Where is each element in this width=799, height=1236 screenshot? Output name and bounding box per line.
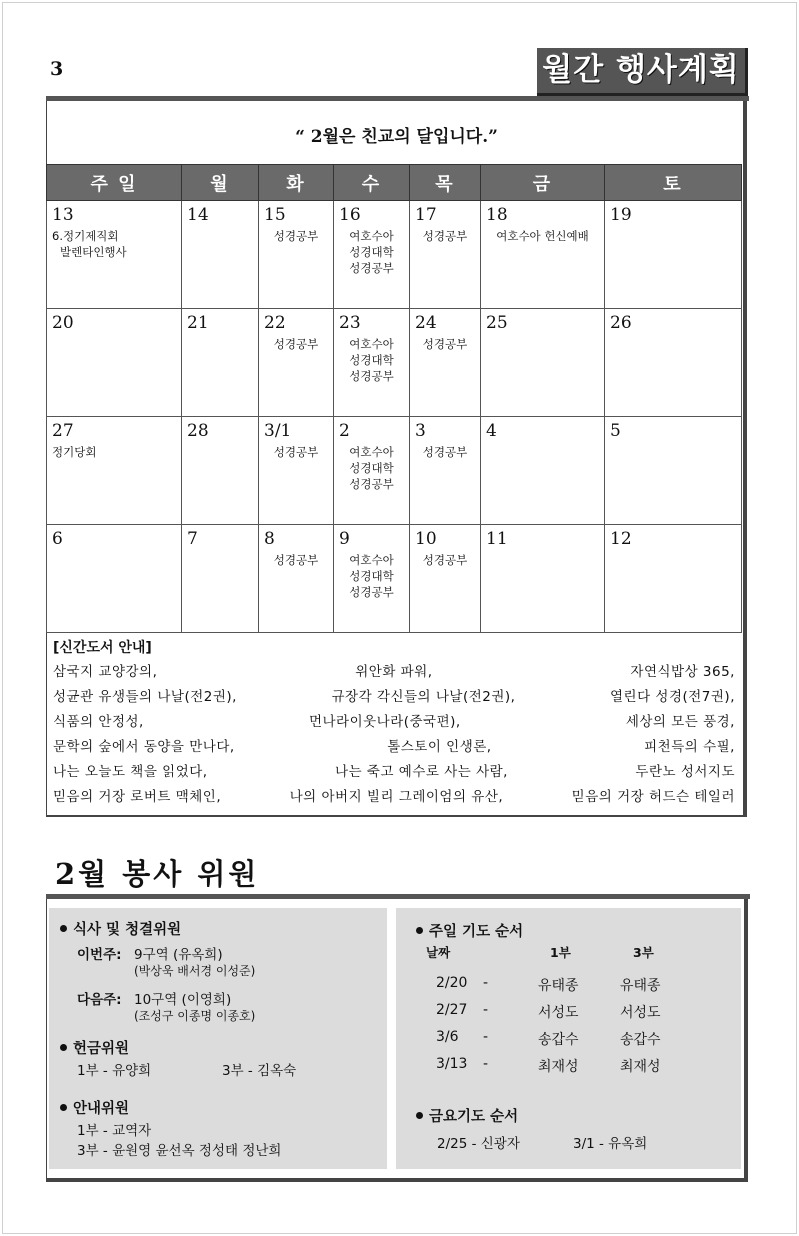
prayer-date: 2/20 bbox=[436, 975, 468, 991]
bullet-icon bbox=[60, 925, 67, 932]
day-number: 26 bbox=[610, 313, 632, 333]
bullet-icon bbox=[60, 1104, 67, 1111]
event-label: 성경공부 bbox=[422, 553, 468, 567]
calendar-day-cell bbox=[182, 525, 259, 633]
prayer-first: 송갑수 bbox=[538, 1032, 579, 1048]
new-books-list bbox=[53, 660, 735, 810]
book-title: 나는 오늘도 책을 읽었다, bbox=[53, 764, 208, 780]
book-title: 피천득의 수필, bbox=[644, 739, 735, 755]
prayer-first: 서성도 bbox=[538, 1005, 579, 1021]
book-title: 세상의 모든 풍경, bbox=[625, 714, 735, 730]
day-number: 10 bbox=[415, 529, 437, 549]
weekday-friday: 금 bbox=[481, 165, 605, 201]
book-row bbox=[53, 785, 735, 810]
event-label: 여호수아 헌신예배 bbox=[496, 229, 589, 243]
book-title: 규장각 각신들의 나날(전2권), bbox=[331, 689, 516, 705]
book-row bbox=[53, 660, 735, 685]
event-label: 성경공부 bbox=[273, 553, 319, 567]
day-events bbox=[339, 552, 404, 600]
calendar-day-cell bbox=[410, 525, 481, 633]
day-number: 23 bbox=[339, 313, 361, 333]
day-events bbox=[415, 552, 475, 568]
day-number: 12 bbox=[610, 529, 632, 549]
event-label: 성경공부 bbox=[273, 229, 319, 243]
usher-third-service: 3부 - 윤원영 윤선옥 정성태 정난희 bbox=[77, 1143, 282, 1159]
prayer-first: 유태종 bbox=[538, 978, 579, 994]
calendar-day-cell bbox=[605, 417, 742, 525]
book-title: 믿음의 거장 로버트 맥체인, bbox=[53, 789, 222, 805]
calendar-day-cell bbox=[259, 201, 334, 309]
book-title: 성균관 유생들의 나날(전2권), bbox=[53, 689, 237, 705]
service-section-title: 2월 봉사 위원 bbox=[55, 857, 260, 891]
calendar-day-cell bbox=[334, 201, 410, 309]
prayer-date: 3/6 bbox=[436, 1029, 459, 1045]
next-week-members: (조성구 이종명 이종호) bbox=[134, 1009, 256, 1023]
day-events bbox=[339, 444, 404, 492]
next-week-label: 다음주: bbox=[77, 992, 122, 1008]
calendar-day-cell bbox=[47, 417, 182, 525]
event-label: 성경대학 bbox=[349, 245, 394, 259]
calendar-day-cell bbox=[259, 525, 334, 633]
calendar-day-cell bbox=[410, 309, 481, 417]
calendar-week bbox=[47, 201, 742, 309]
monthly-calendar bbox=[46, 164, 742, 633]
event-label: 여호수아 bbox=[349, 229, 394, 243]
prayer-dash: - bbox=[483, 1029, 489, 1045]
calendar-day-cell bbox=[605, 201, 742, 309]
offering-first-service: 1부 - 유양희 bbox=[77, 1063, 152, 1079]
event-label: 정기당회 bbox=[52, 445, 97, 459]
book-title: 열린다 성경(전7권), bbox=[610, 689, 735, 705]
calendar-day-cell bbox=[605, 309, 742, 417]
usher-first-service: 1부 - 교역자 bbox=[77, 1123, 152, 1139]
event-label: 성경공부 bbox=[349, 369, 394, 383]
day-number: 28 bbox=[187, 421, 209, 441]
day-events bbox=[264, 444, 328, 460]
sunday-prayer-heading: 주일 기도 순서 bbox=[416, 920, 523, 941]
calendar-week bbox=[47, 417, 742, 525]
day-number: 20 bbox=[52, 313, 74, 333]
book-title: 문학의 숲에서 동양을 만나다, bbox=[53, 739, 235, 755]
book-title: 먼나라이웃나라(중국편), bbox=[308, 714, 461, 730]
day-number: 6 bbox=[52, 529, 63, 549]
day-number: 22 bbox=[264, 313, 286, 333]
usher-committee-heading: 안내위원 bbox=[60, 1097, 129, 1118]
event-label: 성경공부 bbox=[349, 477, 394, 491]
day-number: 27 bbox=[52, 421, 74, 441]
prayer-date: 3/13 bbox=[436, 1056, 468, 1072]
day-number: 4 bbox=[486, 421, 497, 441]
calendar-day-cell bbox=[182, 417, 259, 525]
event-label: 성경공부 bbox=[349, 261, 394, 275]
weekday-tuesday: 화 bbox=[259, 165, 334, 201]
book-title: 위안화 파워, bbox=[355, 664, 433, 680]
offering-committee-heading: 헌금위원 bbox=[60, 1037, 129, 1058]
prayer-col-date: 날짜 bbox=[426, 945, 451, 960]
day-number: 16 bbox=[339, 205, 361, 225]
bullet-icon bbox=[416, 1112, 423, 1119]
day-number: 24 bbox=[415, 313, 437, 333]
calendar-day-cell bbox=[334, 525, 410, 633]
prayer-date: 2/27 bbox=[436, 1002, 468, 1018]
event-label: 성경공부 bbox=[422, 229, 468, 243]
calendar-day-cell bbox=[182, 309, 259, 417]
new-books-title: [신간도서 안내] bbox=[53, 640, 152, 656]
calendar-day-cell bbox=[481, 201, 605, 309]
this-week-label: 이번주: bbox=[77, 947, 122, 963]
event-label: 여호수아 bbox=[349, 553, 394, 567]
monthly-theme: “ 2월은 친교의 달입니다.” bbox=[295, 127, 498, 147]
day-number: 9 bbox=[339, 529, 350, 549]
calendar-day-cell bbox=[47, 201, 182, 309]
day-number: 17 bbox=[415, 205, 437, 225]
event-label: 성경대학 bbox=[349, 353, 394, 367]
day-number: 18 bbox=[486, 205, 508, 225]
day-events bbox=[415, 228, 475, 244]
calendar-day-cell bbox=[259, 309, 334, 417]
book-row bbox=[53, 735, 735, 760]
event-label: 성경대학 bbox=[349, 461, 394, 475]
day-events bbox=[339, 336, 404, 384]
prayer-dash: - bbox=[483, 1002, 489, 1018]
event-label: 여호수아 bbox=[349, 337, 394, 351]
book-title: 믿음의 거장 허드슨 테일러 bbox=[571, 789, 735, 805]
day-events bbox=[264, 552, 328, 568]
day-number: 5 bbox=[610, 421, 621, 441]
book-title: 자연식밥상 365, bbox=[630, 664, 735, 680]
day-number: 3/1 bbox=[264, 421, 292, 441]
bullet-icon bbox=[416, 927, 423, 934]
day-events bbox=[264, 228, 328, 244]
day-number: 3 bbox=[415, 421, 426, 441]
day-events bbox=[415, 336, 475, 352]
day-number: 11 bbox=[486, 529, 508, 549]
prayer-third: 최재성 bbox=[620, 1059, 661, 1075]
friday-prayer-first: 2/25 - 신광자 bbox=[437, 1136, 520, 1152]
book-title: 톨스토이 인생론, bbox=[387, 739, 492, 755]
prayer-col-third: 3부 bbox=[633, 945, 654, 960]
weekday-sunday: 주 일 bbox=[47, 165, 182, 201]
bullet-icon bbox=[60, 1044, 67, 1051]
day-number: 7 bbox=[187, 529, 198, 549]
day-events bbox=[486, 228, 599, 244]
book-title: 삼국지 교양강의, bbox=[53, 664, 158, 680]
calendar-day-cell bbox=[410, 417, 481, 525]
weekday-monday: 월 bbox=[182, 165, 259, 201]
book-row bbox=[53, 710, 735, 735]
book-title: 두란노 성서지도 bbox=[635, 764, 735, 780]
weekday-saturday: 토 bbox=[605, 165, 742, 201]
event-label: 성경공부 bbox=[422, 445, 468, 459]
page-number: 3 bbox=[50, 58, 64, 80]
day-number: 14 bbox=[187, 205, 209, 225]
next-week-group: 10구역 (이영희) bbox=[134, 992, 232, 1008]
calendar-day-cell bbox=[259, 417, 334, 525]
calendar-day-cell bbox=[182, 201, 259, 309]
prayer-third: 서성도 bbox=[620, 1005, 661, 1021]
event-label: 성경공부 bbox=[273, 445, 319, 459]
calendar-day-cell bbox=[47, 309, 182, 417]
this-week-members: (박상욱 배서경 이성준) bbox=[134, 964, 256, 978]
day-number: 21 bbox=[187, 313, 209, 333]
event-label: 성경공부 bbox=[349, 585, 394, 599]
day-number: 15 bbox=[264, 205, 286, 225]
book-title: 식품의 안정성, bbox=[53, 714, 144, 730]
prayer-col-first: 1부 bbox=[550, 945, 571, 960]
event-label: 발렌타인행사 bbox=[60, 245, 127, 259]
day-events bbox=[52, 228, 176, 260]
weekday-thursday: 목 bbox=[410, 165, 481, 201]
day-events bbox=[415, 444, 475, 460]
calendar-day-cell bbox=[605, 525, 742, 633]
page-title: 월간 행사계획 bbox=[537, 48, 748, 96]
new-books-notice bbox=[47, 633, 741, 815]
prayer-third: 송갑수 bbox=[620, 1032, 661, 1048]
weekday-header bbox=[47, 165, 742, 201]
calendar-week bbox=[47, 525, 742, 633]
day-number: 8 bbox=[264, 529, 275, 549]
friday-prayer-second: 3/1 - 유옥희 bbox=[573, 1136, 648, 1152]
calendar-day-cell bbox=[334, 417, 410, 525]
meal-committee-heading: 식사 및 청결위원 bbox=[60, 918, 181, 939]
event-label: 성경공부 bbox=[422, 337, 468, 351]
offering-third-service: 3부 - 김옥숙 bbox=[222, 1063, 297, 1079]
day-number: 19 bbox=[610, 205, 632, 225]
day-number: 25 bbox=[486, 313, 508, 333]
book-title: 나의 아버지 빌리 그레이엄의 유산, bbox=[289, 789, 504, 805]
calendar-day-cell bbox=[481, 417, 605, 525]
event-label: 성경대학 bbox=[349, 569, 394, 583]
day-events bbox=[339, 228, 404, 276]
calendar-day-cell bbox=[481, 525, 605, 633]
day-number: 13 bbox=[52, 205, 74, 225]
calendar-day-cell bbox=[481, 309, 605, 417]
calendar-day-cell bbox=[334, 309, 410, 417]
book-row bbox=[53, 760, 735, 785]
prayer-dash: - bbox=[483, 975, 489, 991]
event-label: 6.정기제직회 bbox=[52, 229, 119, 243]
this-week-group: 9구역 (유옥희) bbox=[134, 947, 223, 963]
prayer-first: 최재성 bbox=[538, 1059, 579, 1075]
prayer-third: 유태종 bbox=[620, 978, 661, 994]
weekday-wednesday: 수 bbox=[334, 165, 410, 201]
book-title: 나는 죽고 예수로 사는 사람, bbox=[335, 764, 508, 780]
calendar-week bbox=[47, 309, 742, 417]
prayer-dash: - bbox=[483, 1056, 489, 1072]
event-label: 여호수아 bbox=[349, 445, 394, 459]
day-events bbox=[52, 444, 176, 460]
day-events bbox=[264, 336, 328, 352]
event-label: 성경공부 bbox=[273, 337, 319, 351]
friday-prayer-heading: 금요기도 순서 bbox=[416, 1105, 518, 1126]
book-row bbox=[53, 685, 735, 710]
day-number: 2 bbox=[339, 421, 350, 441]
calendar-day-cell bbox=[410, 201, 481, 309]
calendar-day-cell bbox=[47, 525, 182, 633]
